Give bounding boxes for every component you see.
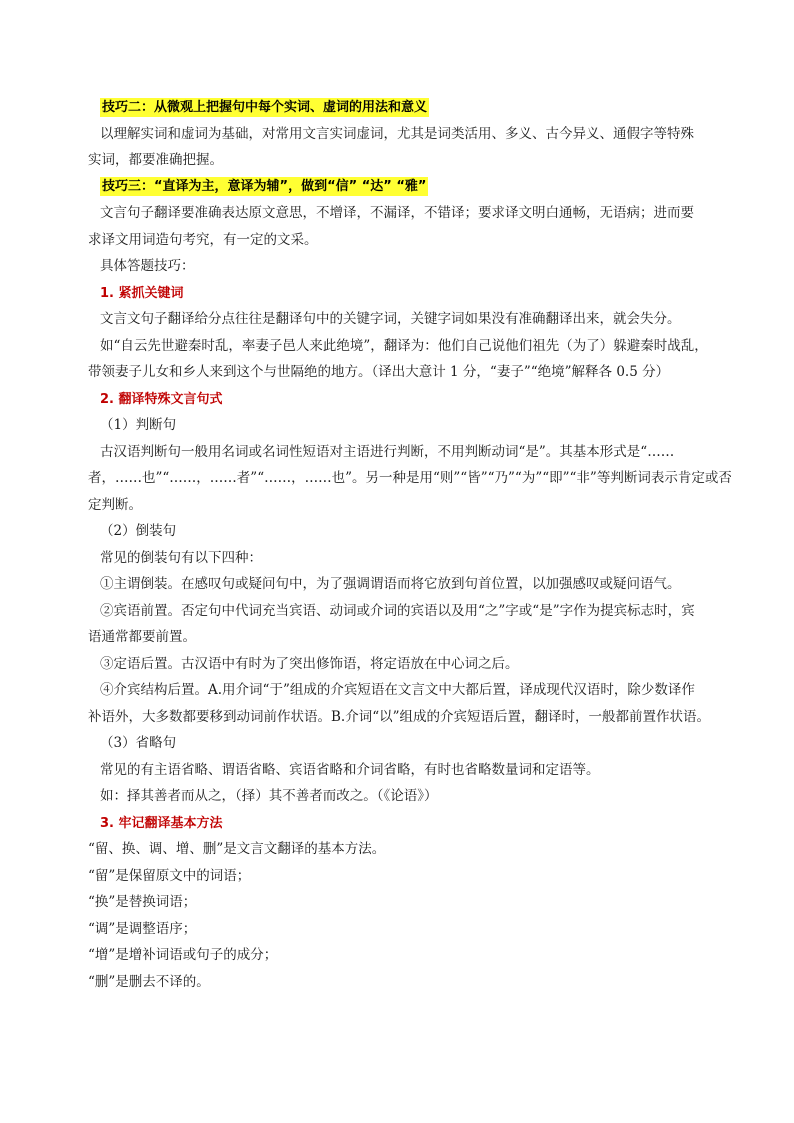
tip2-line1: 以理解实词和虚词为基础，对常用文言实词虚词，尤其是词类活用、多义、古今异义、通假字等特殊 [100, 125, 694, 142]
point3-line3: “换”是替换词语； [88, 894, 197, 910]
point1-heading-row [100, 280, 720, 307]
point1-heading: 1. 紧抓关键词 [100, 285, 184, 301]
point3-line2: “留”是保留原文中的词语； [88, 867, 251, 884]
tip3-line1: 文言句子翻译要准确表达原文意思，不增译，不漏译，不错译；要求译文明白通畅，无语病；进而要 [100, 205, 694, 221]
point2-sub2-item1: ①主谓倒装。在感叹句或疑问句中，为了强调谓语而将它放到句首位置，以加强感叹或疑问语气。 [100, 576, 681, 592]
tip2-heading: 技巧二：从微观上把握句中每个实词、虚词的用法和意义 [102, 99, 428, 115]
point2-sub1-line2: 者，……也”“……，……者”“……，……也”。另一种是用“则”“皆”“乃”“为”“即”“非”等判断词表示肯定或否 [88, 470, 732, 486]
point2-sub2-item4-line2: 补语外，大多数都要移到动词前作状语。B.介词“以”组成的介宾短语后置，翻译时，一般都前置作状语。 [88, 708, 711, 725]
point1-line3: 带领妻子儿女和乡人来到这个与世隔绝的地方。（译出大意计 1 分，“妻子”“绝境”解释各 0.5 分） [88, 364, 670, 380]
document-body [88, 94, 732, 995]
point2-sub2-item2-line1: ②宾语前置。否定句中代词充当宾语、动词或介词的宾语以及用“之”字或“是”字作为提宾标志时，宾 [100, 602, 695, 619]
point3-line1: “留、换、调、增、删”是文言文翻译的基本方法。 [88, 841, 386, 857]
tip3-line2: 求译文用词造句考究，有一定的文采。 [88, 231, 318, 248]
point1-line2: 如“自云先世避秦时乱，率妻子邑人来此绝境”，翻译为：他们自己说他们祖先（为了）躲避秦时战乱， [100, 337, 708, 354]
point2-sub3-title: （3）省略句 [100, 735, 177, 751]
tip2-line2: 实词，都要准确把握。 [88, 152, 223, 168]
point2-sub1-title: （1）判断句 [100, 417, 177, 433]
point2-sub1-line3: 定判断。 [88, 496, 142, 513]
point2-sub1-line1: 古汉语判断句一般用名词或名词性短语对主语进行判断，不用判断动词“是”。其基本形式是“…… [100, 443, 675, 460]
point3-heading: 3. 牢记翻译基本方法 [100, 815, 223, 831]
point3-line6: “删”是删去不译的。 [88, 973, 210, 990]
point2-sub2-line1: 常见的倒装句有以下四种： [100, 549, 262, 566]
tip2-heading-row [100, 94, 720, 121]
point2-sub2-item4-line1: ④介宾结构后置。A.用介词“于”组成的介宾短语在文言文中大都后置，译成现代汉语时，除少数译作 [100, 682, 695, 698]
point3-heading-row [100, 810, 720, 837]
point2-heading-row [100, 386, 720, 413]
point2-sub2-item2-line2: 语通常都要前置。 [88, 629, 196, 645]
tip3-heading: 技巧三：“直译为主，意译为辅”，做到“信” “达” “雅” [102, 179, 427, 195]
point3-line4: “调”是调整语序； [88, 920, 197, 937]
point3-line5: “增”是增补词语或句子的成分； [88, 947, 278, 963]
tip3-heading-row [100, 174, 720, 201]
point2-heading: 2. 翻译特殊文言句式 [100, 391, 223, 407]
point1-line1: 文言文句子翻译给分点往往是翻译句中的关键字词，关键字词如果没有准确翻译出来，就会失分。 [100, 311, 681, 327]
point2-sub3-line1: 常见的有主语省略、谓语省略、宾语省略和介词省略，有时也省略数量词和定语等。 [100, 761, 600, 778]
point2-sub3-line2: 如：择其善者而从之，（择）其不善者而改之。（《论语》） [100, 788, 438, 804]
tip3-line3: 具体答题技巧： [100, 258, 195, 274]
point2-sub2-item3: ③定语后置。古汉语中有时为了突出修饰语，将定语放在中心词之后。 [100, 655, 519, 672]
point2-sub2-title: （2）倒装句 [100, 523, 177, 539]
